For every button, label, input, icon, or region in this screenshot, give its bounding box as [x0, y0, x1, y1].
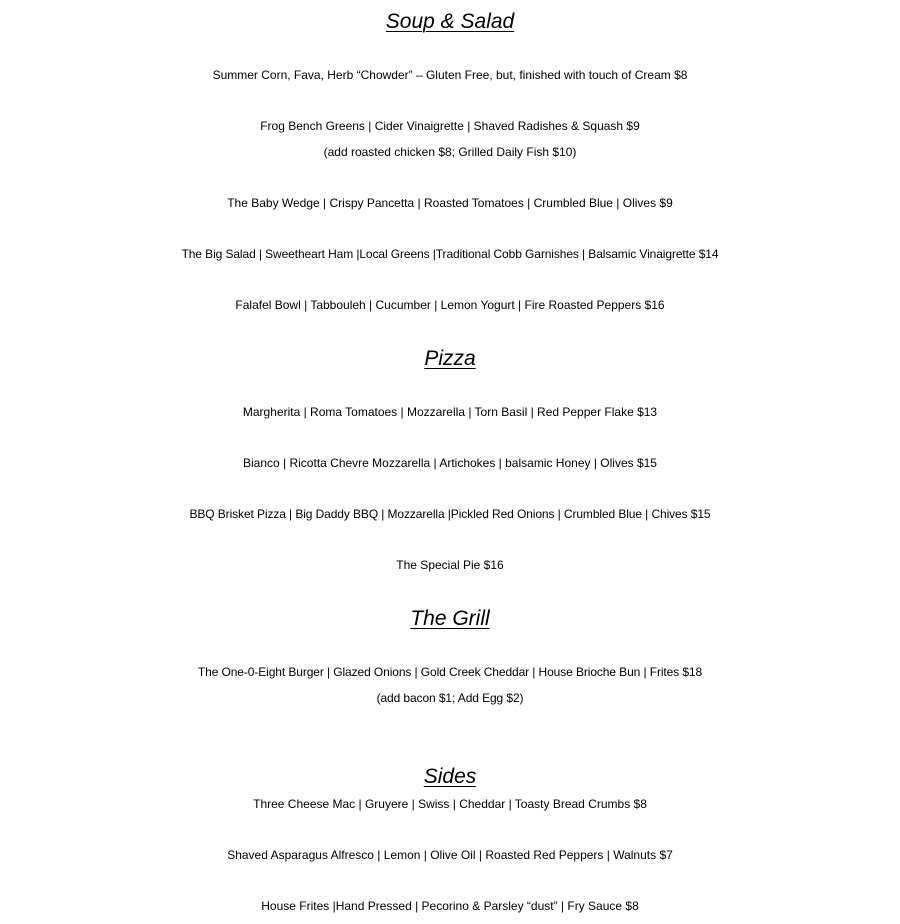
- menu-item-text: The Special Pie $16: [396, 558, 504, 572]
- section-heading-pizza: Pizza: [424, 347, 476, 370]
- menu-item-text: Margherita | Roma Tomatoes | Mozzarella | Torn Basil | Red Pepper Flake $13: [242, 405, 658, 419]
- menu-item-text: Bianco | Ricotta Chevre Mozzarella | Artichokes | balsamic Honey | Olives $15: [243, 456, 657, 470]
- section-heading-sides: Sides: [423, 765, 477, 788]
- menu-item-text: House Frites |Hand Pressed | Pecorino & Parsley “dust” | Fry Sauce $8: [261, 899, 639, 913]
- menu-item-note: (add bacon $1; Add Egg $2): [376, 691, 524, 705]
- menu-item-text: Shaved Asparagus Alfresco | Lemon | Olive Oil | Roasted Red Peppers | Walnuts $7: [227, 848, 673, 862]
- menu-item: [0, 241, 900, 267]
- menu-item: [0, 552, 900, 578]
- section-heading-the-grill: The Grill: [410, 607, 490, 630]
- menu-item-text: Three Cheese Mac | Gruyere | Swiss | Cheddar | Toasty Bread Crumbs $8: [253, 797, 647, 811]
- menu-item-text: The One-0-Eight Burger | Glazed Onions | Gold Creek Cheddar | House Brioche Bun | Frites $18: [197, 665, 703, 679]
- menu-item-text: Falafel Bowl | Tabbouleh | Cucumber | Lemon Yogurt | Fire Roasted Peppers $16: [235, 298, 665, 312]
- menu-item-text: Summer Corn, Fava, Herb “Chowder” – Gluten Free, but, finished with touch of Cream $8: [212, 68, 688, 82]
- menu-item: [0, 190, 900, 216]
- menu-item: [0, 842, 900, 868]
- menu-item-text: BBQ Brisket Pizza | Big Daddy BBQ | Mozzarella |Pickled Red Onions | Crumbled Blue | Chives $15: [189, 507, 711, 521]
- menu-item: [0, 791, 900, 817]
- menu-item-note: (add roasted chicken $8; Grilled Daily Fish $10): [323, 145, 577, 159]
- menu-item-text: The Big Salad | Sweetheart Ham |Local Greens |Traditional Cobb Garnishes | Balsamic Vinaigrette $14: [181, 247, 719, 261]
- menu-item: [0, 893, 900, 919]
- section-heading-soup-salad: Soup & Salad: [385, 10, 515, 33]
- menu-item-text: Frog Bench Greens | Cider Vinaigrette | Shaved Radishes & Squash $9: [260, 119, 640, 133]
- menu-item: [0, 113, 900, 165]
- menu-item-text: The Baby Wedge | Crispy Pancetta | Roasted Tomatoes | Crumbled Blue | Olives $9: [227, 196, 673, 210]
- menu-item: [0, 501, 900, 527]
- menu-item: [0, 450, 900, 476]
- menu-item: [0, 399, 900, 425]
- menu-item: [0, 292, 900, 318]
- menu-item: [0, 659, 900, 711]
- menu-item: [0, 62, 900, 88]
